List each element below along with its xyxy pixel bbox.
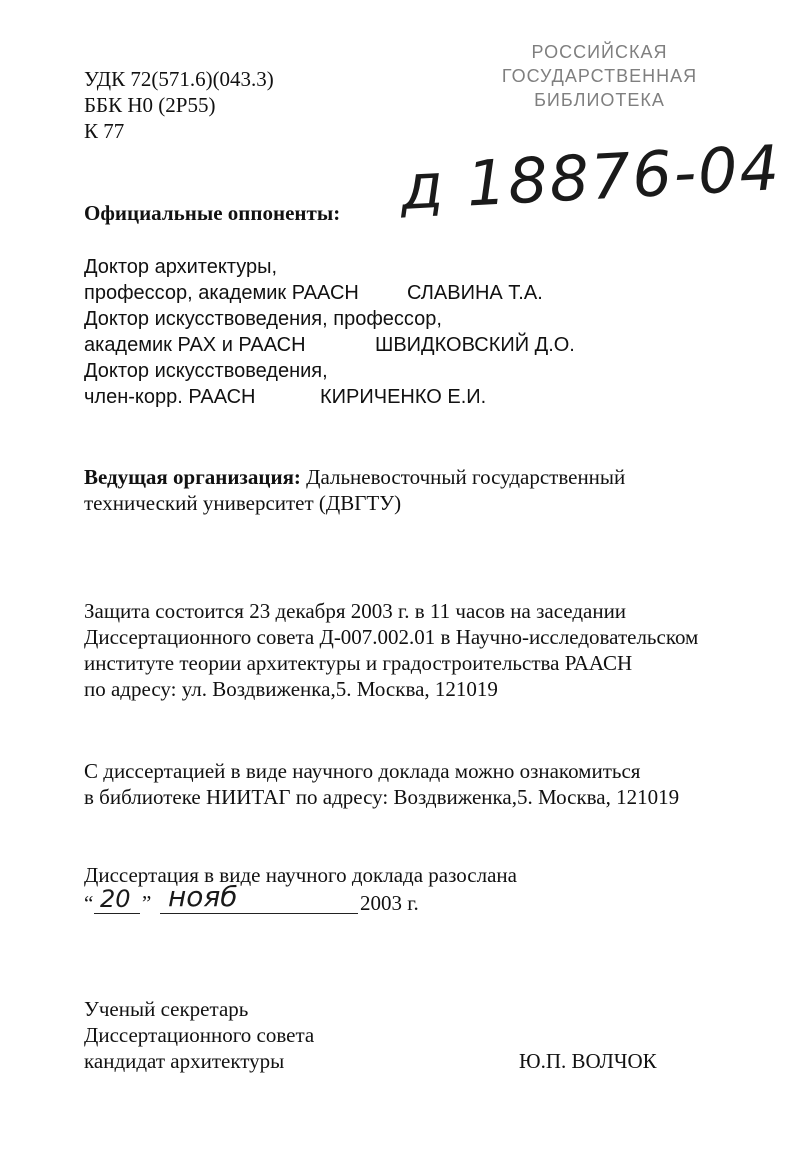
opponent-2-title-2: академик РАХ и РААСН [84, 334, 306, 356]
opponent-3-title-1: Доктор искусствоведения, [84, 360, 328, 382]
secretary-line-1: Ученый секретарь [84, 997, 249, 1021]
dispatch-day-handwritten: 20 [100, 885, 131, 913]
stamp-line-3: БИБЛИОТЕКА [534, 90, 665, 110]
opponent-3-title-2: член-корр. РААСН [84, 386, 256, 408]
opponent-1-name: СЛАВИНА Т.А. [407, 282, 543, 304]
lead-organization [84, 464, 625, 490]
defense-line-2: Диссертационного совета Д-007.002.01 в Научно-исследовательском [84, 625, 699, 649]
opponents-heading: Официальные оппоненты: [84, 201, 341, 225]
dispatch-quote-close: ” [142, 891, 152, 915]
opponent-3-name: КИРИЧЕНКО Е.И. [320, 386, 487, 408]
secretary-line-2: Диссертационного совета [84, 1023, 315, 1047]
opponent-2-name: ШВИДКОВСКИЙ Д.О. [375, 334, 575, 356]
day-underline [94, 913, 140, 914]
opponent-2-title-1: Доктор искусствоведения, профессор, [84, 308, 442, 330]
defense-line-1: Защита состоится 23 декабря 2003 г. в 11 часов на заседании [84, 599, 627, 623]
stamp-line-1: РОССИЙСКАЯ [531, 42, 668, 62]
author-mark: К 77 [84, 119, 125, 143]
library-line-1: С диссертацией в виде научного доклада можно ознакомиться [84, 759, 641, 783]
secretary-line-3: кандидат архитектуры [84, 1049, 285, 1073]
handwritten-registration-number: д 18876-04 [398, 131, 783, 224]
lead-organization-text-2: технический университет (ДВГТУ) [84, 491, 402, 515]
udk-code: УДК 72(571.6)(043.3) [84, 67, 274, 91]
defense-line-3: институте теории архитектуры и градостроительства РААСН [84, 651, 633, 675]
dispatch-line: Диссертация в виде научного доклада разослана [84, 863, 517, 887]
stamp-line-2: ГОСУДАРСТВЕННАЯ [501, 66, 698, 86]
opponent-1-title-1: Доктор архитектуры, [84, 256, 278, 278]
defense-line-4: по адресу: ул. Воздвиженка,5. Москва, 121019 [84, 677, 498, 701]
bbk-code: ББК Н0 (2Р55) [84, 93, 216, 117]
secretary-name: Ю.П. ВОЛЧОК [519, 1049, 657, 1073]
lead-organization-text-1: Дальневосточный государственный [306, 465, 626, 489]
dispatch-quote-open: “ [84, 891, 94, 915]
dispatch-year: 2003 г. [360, 891, 419, 915]
month-underline [160, 913, 358, 914]
library-line-2: в библиотеке НИИТАГ по адресу: Воздвиженка,5. Москва, 121019 [84, 785, 680, 809]
dispatch-month-handwritten: нояб [168, 880, 238, 913]
opponent-1-title-2: профессор, академик РААСН [84, 282, 359, 304]
lead-organization-label: Ведущая организация: [84, 465, 301, 489]
library-stamp [492, 40, 707, 112]
